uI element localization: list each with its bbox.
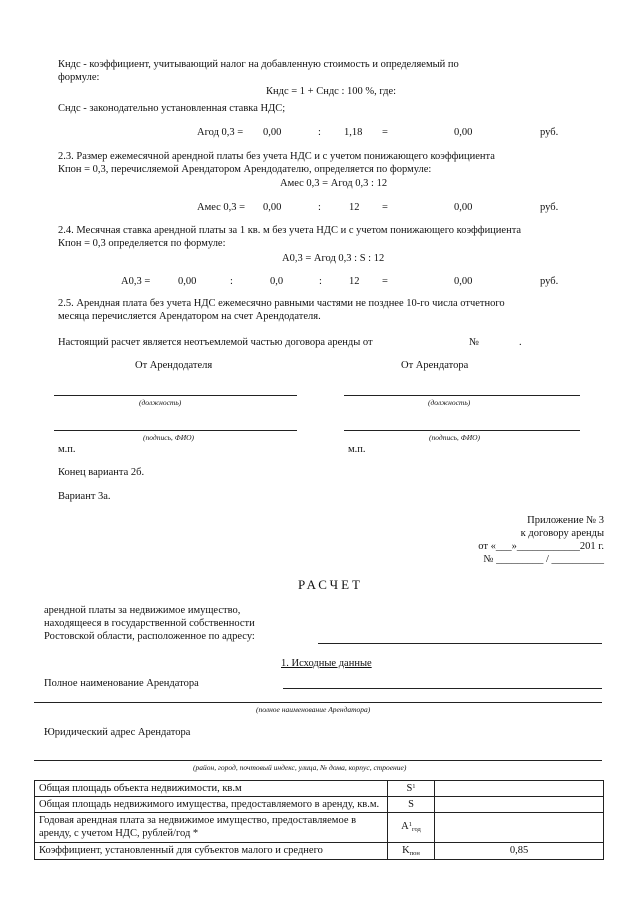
- calc-subject-line3: Ростовской области, расположенное по адресу:: [44, 631, 255, 643]
- landlord-position-hint: (должность): [139, 398, 182, 407]
- row2-unit: руб.: [540, 202, 559, 213]
- row-symbol: $A^1_{год}$: [388, 813, 435, 842]
- appendix-header: [400, 514, 604, 567]
- legal-address-label: Юридический адрес Арендатора: [44, 727, 191, 738]
- section-2-4-line2: Кпон = 0,3 определяется по формуле:: [58, 238, 226, 250]
- end-variant-note: Конец варианта 2б.: [58, 467, 145, 478]
- section-2-4-formula: А0,3 = Агод 0,3 : S : 12: [282, 253, 385, 264]
- row-value[interactable]: 0,85: [435, 842, 604, 859]
- k-nds-formula: Кндс = 1 + Сндс : 100 %, где:: [266, 86, 397, 97]
- row2-v2: 12: [349, 202, 360, 213]
- row-label: Коэффициент, установленный для субъектов малого и среднего: [35, 842, 388, 859]
- k-nds-definition: [58, 58, 604, 84]
- row1-eq: =: [382, 127, 388, 138]
- tenant-heading: От Арендатора: [401, 360, 469, 371]
- tenant-position-hint: (должность): [428, 398, 471, 407]
- row1-v1: 0,00: [263, 127, 282, 138]
- section-2-4-line1: 2.4. Месячная ставка арендной платы за 1 кв. м без учета НДС и с учетом понижающего коэффициента: [58, 225, 522, 236]
- row3-op1: :: [230, 276, 233, 287]
- variant-heading: Вариант 3а.: [58, 491, 111, 502]
- row-value[interactable]: [435, 813, 604, 842]
- row1-a: Агод 0,3 =: [197, 127, 244, 138]
- row3-unit: руб.: [540, 276, 559, 287]
- calc-subject-line2: находящееся в государственной собственности: [44, 618, 255, 630]
- attachment-text: Настоящий расчет является неотъемлемой частью договора аренды от: [58, 337, 373, 348]
- tenant-name-line-full[interactable]: [34, 702, 602, 703]
- section-2-5: [58, 297, 604, 323]
- section-2-5-line2: месяца перечисляется Арендатором на счет Арендодателя.: [58, 311, 321, 323]
- table-row: [35, 781, 604, 797]
- row2-op1: :: [318, 202, 321, 213]
- row2-eq: =: [382, 202, 388, 213]
- row-value[interactable]: [435, 781, 604, 797]
- row3-v2: 0,0: [270, 276, 284, 287]
- calc-subject: [44, 604, 255, 643]
- address-input-line[interactable]: [318, 643, 602, 644]
- landlord-heading: От Арендодателя: [135, 360, 213, 371]
- tenant-name-line-short[interactable]: [283, 688, 602, 689]
- table-row: [35, 842, 604, 859]
- row1-op1: :: [318, 127, 321, 138]
- attachment-dot: .: [519, 337, 522, 348]
- tenant-signature-line[interactable]: [344, 430, 580, 431]
- tenant-signature-hint: (подпись, ФИО): [429, 433, 481, 442]
- section-2-4: [58, 224, 604, 250]
- row1-result: 0,00: [454, 127, 473, 138]
- table-row: [35, 797, 604, 813]
- row3-v1: 0,00: [178, 276, 197, 287]
- source-data-table: [34, 780, 604, 860]
- row3-result: 0,00: [454, 276, 473, 287]
- landlord-position-line[interactable]: [54, 395, 297, 396]
- tenant-seal: м.п.: [348, 444, 366, 455]
- landlord-signature-hint: (подпись, ФИО): [143, 433, 195, 442]
- legal-address-hint: (район, город, почтовый индекс, улица, № дома, корпус, строение): [193, 763, 407, 772]
- row-label: Общая площадь недвижимого имущества, предоставляемого в аренду, кв.м.: [35, 797, 388, 813]
- landlord-seal: м.п.: [58, 444, 76, 455]
- section-2-5-line1: 2.5. Арендная плата без учета НДС ежемесячно равными частями не позднее 10-го числа отчетного: [58, 298, 505, 309]
- tenant-name-hint: (полное наименование Арендатора): [256, 705, 371, 714]
- section-2-3-line2: Кпон = 0,3, перечисляемой Арендатором Арендодателю, определяется по формуле:: [58, 164, 432, 176]
- section-2-3: [58, 150, 604, 176]
- row-label: Годовая арендная плата за недвижимое имущество, предоставляемое в аренду, с учетом НДС, рублей/год *: [35, 813, 388, 842]
- appendix-line1: Приложение № 3: [527, 515, 604, 526]
- row1-unit: руб.: [540, 127, 559, 138]
- attachment-number-sign: №: [469, 337, 480, 348]
- k-nds-line1: Кндс - коэффициент, учитывающий налог на добавленную стоимость и определяемый по: [58, 59, 459, 70]
- calc-subject-line1: арендной платы за недвижимое имущество,: [44, 605, 241, 616]
- section-2-3-line1: 2.3. Размер ежемесячной арендной платы без учета НДС и с учетом понижающего коэффициента: [58, 151, 495, 162]
- k-nds-line2: формуле:: [58, 72, 100, 84]
- row3-eq: =: [382, 276, 388, 287]
- row-symbol: $S^1$: [388, 781, 435, 797]
- row-symbol: $K_{пон}$: [388, 842, 435, 859]
- landlord-signature-line[interactable]: [54, 430, 297, 431]
- table-row: [35, 813, 604, 842]
- tenant-position-line[interactable]: [344, 395, 580, 396]
- row-label: Общая площадь объекта недвижимости, кв.м: [35, 781, 388, 797]
- row3-a: А0,3 =: [121, 276, 151, 287]
- row3-op2: :: [319, 276, 322, 287]
- row2-v1: 0,00: [263, 202, 282, 213]
- legal-address-line[interactable]: [34, 760, 602, 761]
- appendix-number: № _________ / __________: [483, 554, 604, 566]
- row3-v3: 12: [349, 276, 360, 287]
- row2-a: Амес 0,3 =: [197, 202, 246, 213]
- page-title: РАСЧЕТ: [298, 577, 363, 592]
- row-symbol: S: [388, 797, 435, 813]
- row-value[interactable]: [435, 797, 604, 813]
- section-1-heading: 1. Исходные данные: [281, 658, 372, 669]
- appendix-line2: к договору аренды: [520, 528, 604, 540]
- c-nds-definition: Сндс - законодательно установленная ставка НДС;: [58, 103, 286, 114]
- row2-result: 0,00: [454, 202, 473, 213]
- appendix-date: от «___»____________201 г.: [478, 541, 604, 553]
- row1-v2: 1,18: [344, 127, 363, 138]
- tenant-name-label: Полное наименование Арендатора: [44, 678, 199, 689]
- section-2-3-formula: Амес 0,3 = Агод 0,3 : 12: [280, 178, 388, 189]
